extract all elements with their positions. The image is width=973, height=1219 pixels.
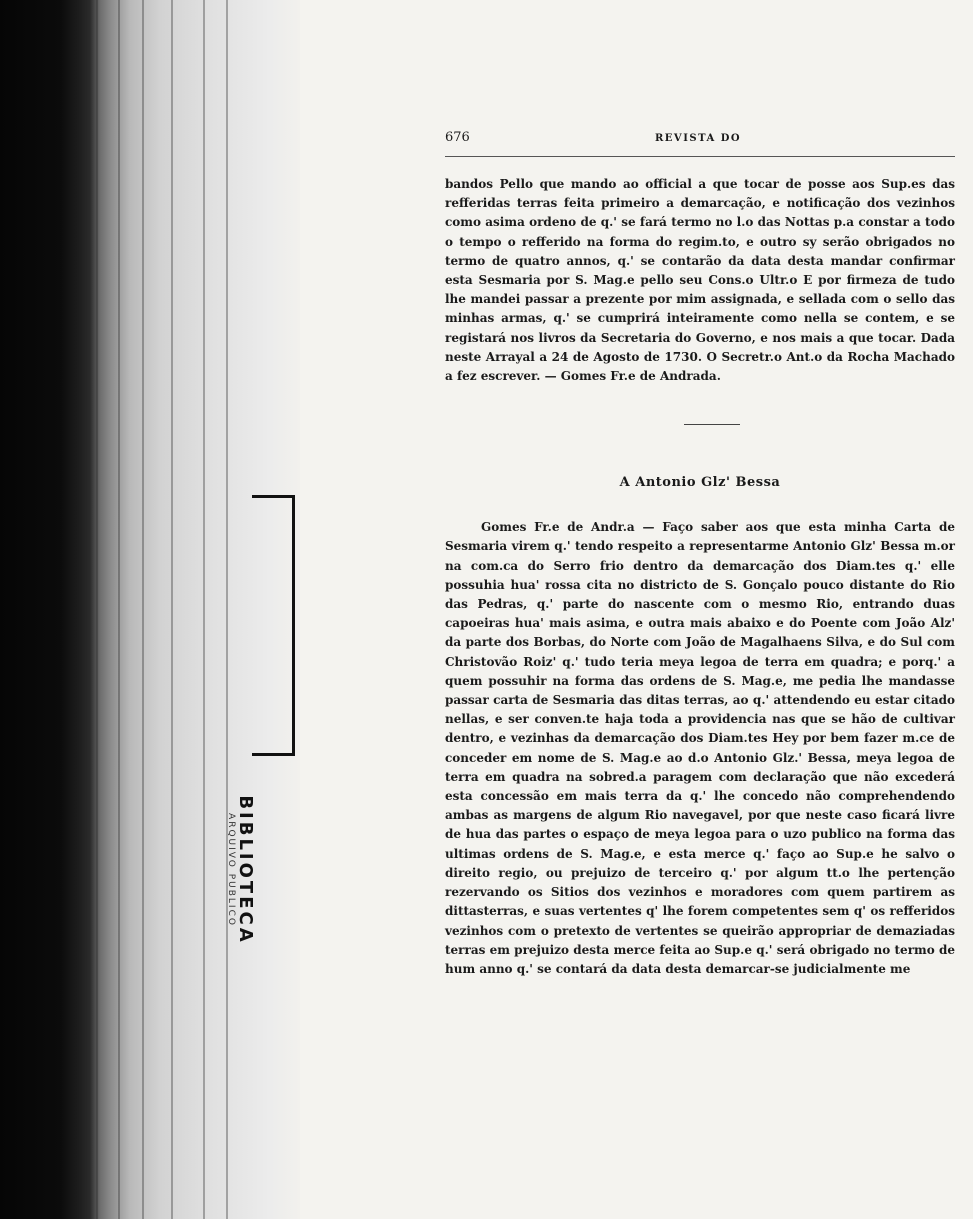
page-header [445, 120, 955, 157]
paragraph-continued: bandos Pello que mando ao official a que tocar de posse aos Sup.es das refferidas terras feita primeiro a demarcação, e notificação dos vezinhos como asima ordeno de q.' se fará termo no l.o das Nottas p.a constar a todo o tempo o refferido na forma do regim.to, e outro sy serão obrigados no termo de quatro annos, q.' se contarão da data desta mandar confirmar esta Sesmaria por S. Mag.e pello seu Cons.o Ultr.o E por firmeza de tudo lhe mandei passar a prezente por mim assignada, e sellada com o sello das minhas armas, q.' se cumprirá inteiramente como nella se contem, e se registará nos livros da Secretaria do Governo, e nos mais a que tocar. Dada neste Arrayal a 24 de Agosto de 1730. O Secretr.o Ant.o da Rocha Machado a fez escrever. — Gomes Fr.e de Andrada. [445, 177, 955, 384]
library-stamp-frame [252, 495, 295, 756]
library-stamp-sublabel: ARQUIVO PUBLICO [226, 813, 236, 927]
section-divider [684, 424, 740, 425]
book-page [445, 120, 955, 979]
page-number: 676 [445, 130, 470, 145]
library-stamp-label: BIBLIOTECA [235, 795, 256, 945]
section-title: A Antonio Glz' Bessa [619, 475, 781, 491]
running-title: REVISTA DO [655, 133, 742, 144]
paragraph-sesmaria-letter: Gomes Fr.e de Andr.a — Faço saber aos que esta minha Carta de Sesmaria virem q.' tendo respeito a representarme Antonio Glz' Bessa m.or na com.ca do Serro frio dentro da demarcação dos Diam.tes q.' elle possuhia hua' rossa cita no districto de S. Gonçalo pouco distante do Rio das Pedras, q.' parte do nascente com o mesmo Rio, entrando duas capoeiras hua' mais asima, e outra mais abaixo e do Poente com João Alz' da parte dos Borbas, do Norte com João de Magalhaens Silva, e do Sul com Christovão Roiz' q.' tudo teria meya legoa de terra em quadra; e porq.' a quem possuhir na forma das ordens de S. Mag.e, me pedia lhe mandasse passar carta de Sesmaria das ditas terras, ao q.' attendendo eu estar citado nellas, e ser conven.te haja toda a providencia nas que se hão de cultivar dentro, e vezinhas da demarcação dos Diam.tes Hey por bem fazer m.ce de conceder em nome de S. Mag.e ao d.o Antonio Glz.' Bessa, meya legoa de terra em quadra na sobred.a paragem com declaração que não excederá esta concessão em mais terra da q.' lhe concedo não comprehendendo ambas as margens de algum Rio navegavel, por que neste caso ficará livre de hua das partes o espaço de meya legoa para o uzo publico na forma das ultimas ordens de S. Mag.e, e esta merce q.' faço ao Sup.e he salvo o direito regio, ou prejuizo de terceiro q.' por algum tt.o lhe pertenção rezervando os Sitios dos vezinhos e moradores com quem partirem as dittasterras, e suas vertentes q' lhe forem competentes sem q' os refferidos vezinhos com o pretexto de vertentes se queirão appropriar de demaziadas terras em prejuizo desta merce feita ao Sup.e q.' será obrigado no termo de hum anno q.' se contará da data desta demarcar-se judicialmente me [445, 520, 955, 976]
